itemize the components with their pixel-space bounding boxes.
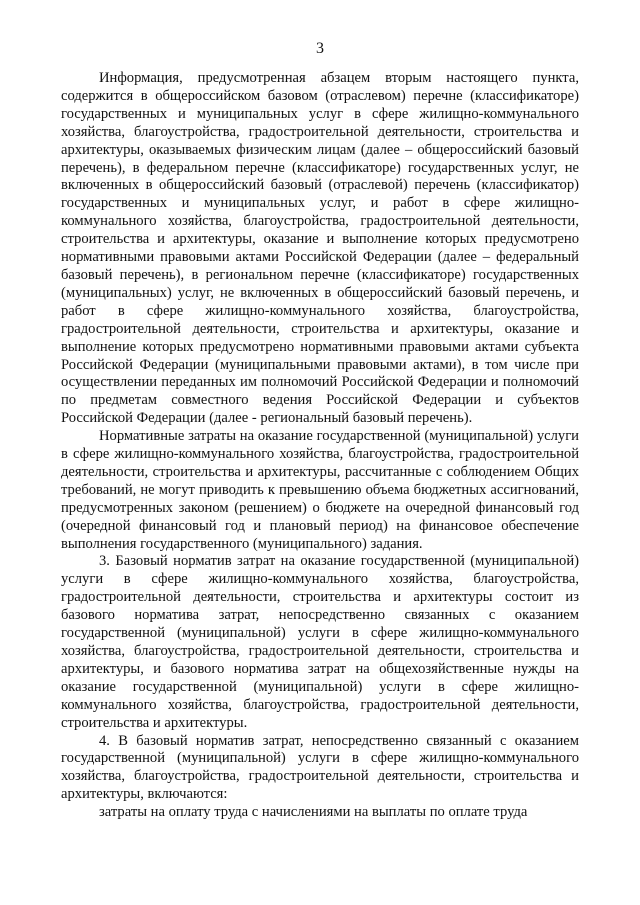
body-text [61,70,579,822]
paragraph-information: Информация, предусмотренная абзацем вторым настоящего пункта, содержится в общероссийском базовом (отраслевом) перечне (классификаторе) государственных и муниципальных услуг в сфере жилищно-коммунального хозяйства, благоустройства, градостроительной деятельности, строительства и архитектуры, оказываемых физическим лицам (далее – общероссийский базовый перечень), в федеральном перечне (классификаторе) государственных услуг, не включенных в общероссийский базовый (отраслевой) перечень (классификатор) государственных и муниципальных услуг, и работ в сфере жилищно-коммунального хозяйства, благоустройства, градостроительной деятельности, строительства и архитектуры, оказание и выполнение которых предусмотрено нормативными правовыми актами Российской Федерации (далее – федеральный базовый перечень), в региональном перечне (классификаторе) государственных (муниципальных) услуг, не включенных в общероссийский базовый перечень, и работ в сфере жилищно-коммунального хозяйства, благоустройства, градостроительной деятельности, строительства и архитектуры, оказание и выполнение которых предусмотрено нормативными правовыми актами субъекта Российской Федерации (муниципальными правовыми актами), в том числе при осуществлении переданных им полномочий Российской Федерации и полномочий по предметам совместного ведения Российской Федерации и субъектов Российской Федерации (далее - региональный базовый перечень). [61,70,579,427]
page-number: 3 [316,40,324,57]
paragraph-normative-costs: Нормативные затраты на оказание государственной (муниципальной) услуги в сфере жилищно-коммунального хозяйства, благоустройства, градостроительной деятельности, строительства и архитектуры, рассчитанные с соблюдением Общих требований, не могут приводить к превышению объема бюджетных ассигнований, предусмотренных законом (решением) о бюджете на очередной финансовый год (очередной финансовый год и плановый период) на финансовое обеспечение выполнения государственного (муниципального) задания. [61,428,579,552]
paragraph-labor-costs: затраты на оплату труда с начислениями на выплаты по оплате труда [99,804,528,821]
paragraph-item-4: 4. В базовый норматив затрат, непосредственно связанный с оказанием государственной (муниципальной) услуги в сфере жилищно-коммунального хозяйства, благоустройства, градостроительной деятельности, строительства и архитектуры, включаются: [61,732,579,803]
paragraph-item-3: 3. Базовый норматив затрат на оказание государственной (муниципальной) услуги в сфере жилищно-коммунального хозяйства, благоустройства, градостроительной деятельности, строительства и архитектуры состоит из базового норматива затрат, непосредственно связанных с оказанием государственной (муниципальной) услуги в сфере жилищно-коммунального хозяйства, благоустройства, градостроительной деятельности, строительства и архитектуры, и базового норматива затрат на общехозяйственные нужды на оказание государственной (муниципальной) услуги в сфере жилищно-коммунального хозяйства, благоустройства, градостроительной деятельности, строительства и архитектуры. [61,553,579,731]
